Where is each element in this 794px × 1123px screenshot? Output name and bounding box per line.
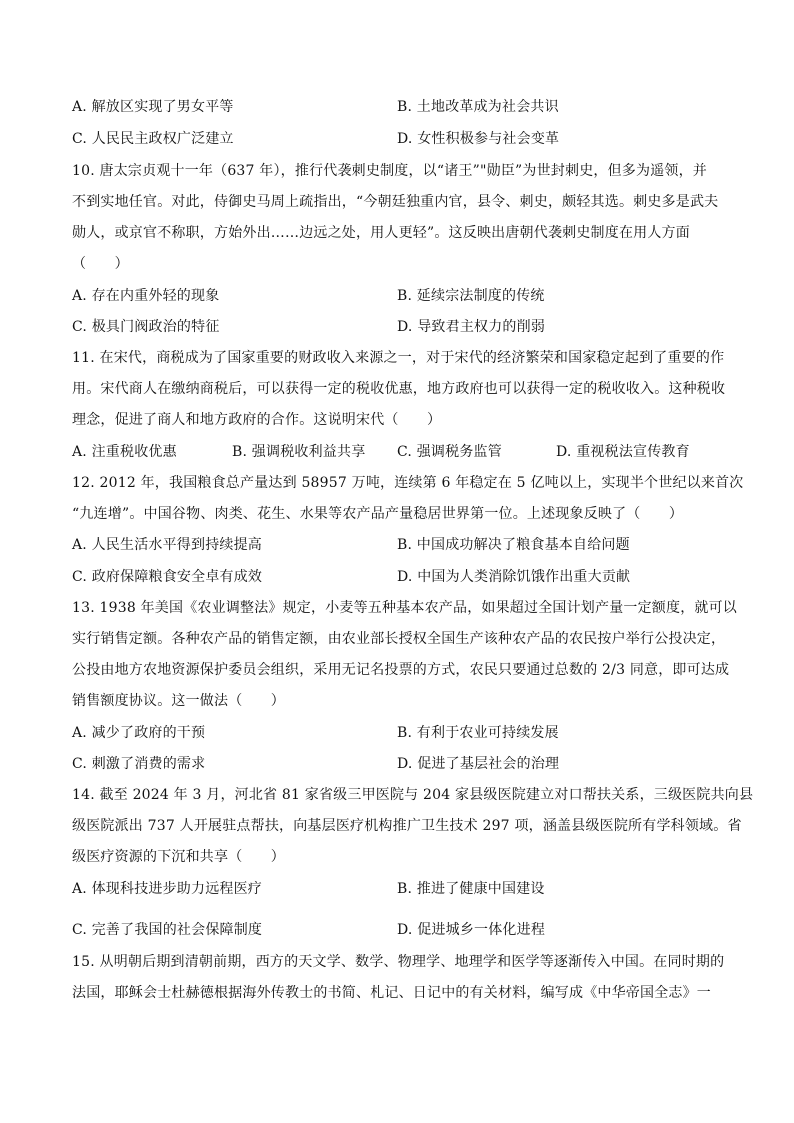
q15-text-line: 15. 从明朝后期到清朝前期，西方的天文学、数学、物理学、地理学和医学等逐渐传入中国。在同时期的 xyxy=(72,954,725,970)
q14-option-a[interactable]: A. 体现科技进步助力远程医疗 xyxy=(72,881,263,897)
q13-text-line: 13. 1938 年美国《农业调整法》规定，小麦等五种基本农产品，如果超过全国计划产量一定额度，就可以 xyxy=(72,600,737,616)
q14-option-c[interactable]: C. 完善了我国的社会保障制度 xyxy=(72,922,263,938)
q9-option-d[interactable]: D. 女性积极参与社会变革 xyxy=(397,131,560,147)
q10-text-line: 10. 唐太宗贞观十一年（637 年），推行代袭刺史制度，以“诸王”"勋臣”为世封刺史，但多为遥领，并 xyxy=(72,163,707,179)
q13-option-b[interactable]: B. 有利于农业可持续发展 xyxy=(397,725,559,741)
q10-text-line: 勋人，或京官不称职，方始外出……边远之处，用人更轻”。这反映出唐朝代袭刺史制度在用人方面 xyxy=(72,225,690,241)
q10-option-b[interactable]: B. 延续宗法制度的传统 xyxy=(397,288,545,304)
q11-option-c[interactable]: C. 强调税务监管 xyxy=(397,444,502,460)
q13-option-c[interactable]: C. 刺激了消费的需求 xyxy=(72,756,206,772)
q12-option-c[interactable]: C. 政府保障粮食安全卓有成效 xyxy=(72,569,263,585)
q11-option-a[interactable]: A. 注重税收优惠 xyxy=(72,444,177,460)
q13-text-line: 实行销售定额。各种农产品的销售定额，由农业部长授权全国生产该种农产品的农民按户举行公投决定， xyxy=(72,631,726,647)
q14-option-b[interactable]: B. 推进了健康中国建设 xyxy=(397,881,545,897)
q13-option-a[interactable]: A. 减少了政府的干预 xyxy=(72,725,206,741)
q10-option-a[interactable]: A. 存在内重外轻的现象 xyxy=(72,288,220,304)
q14-option-d[interactable]: D. 促进城乡一体化进程 xyxy=(397,922,546,938)
q13-text-line: 公投由地方农地资源保护委员会组织，采用无记名投票的方式，农民只要通过总数的 2/3 同意，即可达成 xyxy=(72,662,730,678)
q14-text-line: 级医院派出 737 人开展驻点帮扶，向基层医疗机构推广卫生技术 297 项，涵盖县级医院所有学科领域。省 xyxy=(72,818,742,834)
q11-option-d[interactable]: D. 重视税法宣传教育 xyxy=(556,444,690,460)
q12-option-b[interactable]: B. 中国成功解决了粮食基本自给问题 xyxy=(397,537,630,553)
q10-option-c[interactable]: C. 极具门阀政治的特征 xyxy=(72,319,220,335)
q11-text-line: 用。宋代商人在缴纳商税后，可以获得一定的税收优惠，地方政府也可以获得一定的税收收入。这种税收 xyxy=(72,381,726,397)
q11-text-line: 11. 在宋代，商税成为了国家重要的财政收入来源之一，对于宋代的经济繁荣和国家稳定起到了重要的作 xyxy=(72,350,725,366)
q15-text-line: 法国，耶稣会士杜赫德根据海外传教士的书简、札记、日记中的有关材料，编写成《中华帝国全志》一 xyxy=(72,985,711,1001)
q9-option-b[interactable]: B. 土地改革成为社会共识 xyxy=(397,99,559,115)
q9-option-a[interactable]: A. 解放区实现了男女平等 xyxy=(72,99,234,115)
q13-text-line: 销售额度协议。这一做法（ ） xyxy=(72,693,285,709)
q11-option-b[interactable]: B. 强调税收利益共享 xyxy=(232,444,366,460)
q14-text-line: 14. 截至 2024 年 3 月，河北省 81 家省级三甲医院与 204 家县级医院建立对口帮扶关系，三级医院共向县 xyxy=(72,787,754,803)
q10-option-d[interactable]: D. 导致君主权力的削弱 xyxy=(397,319,546,335)
q11-text-line: 理念，促进了商人和地方政府的合作。这说明宋代（ ） xyxy=(72,412,442,428)
q10-text-line: 不到实地任官。对此，侍御史马周上疏指出，“今朝廷独重内官，县令、刺史，颇轻其选。刺史多是武夫 xyxy=(72,194,719,210)
q12-text-line: “九连增”。中国谷物、肉类、花生、水果等农产品产量稳居世界第一位。上述现象反映了（ ） xyxy=(72,506,684,522)
q13-option-d[interactable]: D. 促进了基层社会的治理 xyxy=(397,756,560,772)
q10-answer-blank: （ ） xyxy=(72,256,129,272)
q12-option-a[interactable]: A. 人民生活水平得到持续提高 xyxy=(72,537,263,553)
q12-option-d[interactable]: D. 中国为人类消除饥饿作出重大贡献 xyxy=(397,569,631,585)
q14-text-line: 级医疗资源的下沉和共享（ ） xyxy=(72,849,285,865)
q9-option-c[interactable]: C. 人民民主政权广泛建立 xyxy=(72,131,234,147)
q12-text-line: 12. 2012 年，我国粮食总产量达到 58957 万吨，连续第 6 年稳定在 5 亿吨以上，实现半个世纪以来首次 xyxy=(72,475,744,491)
